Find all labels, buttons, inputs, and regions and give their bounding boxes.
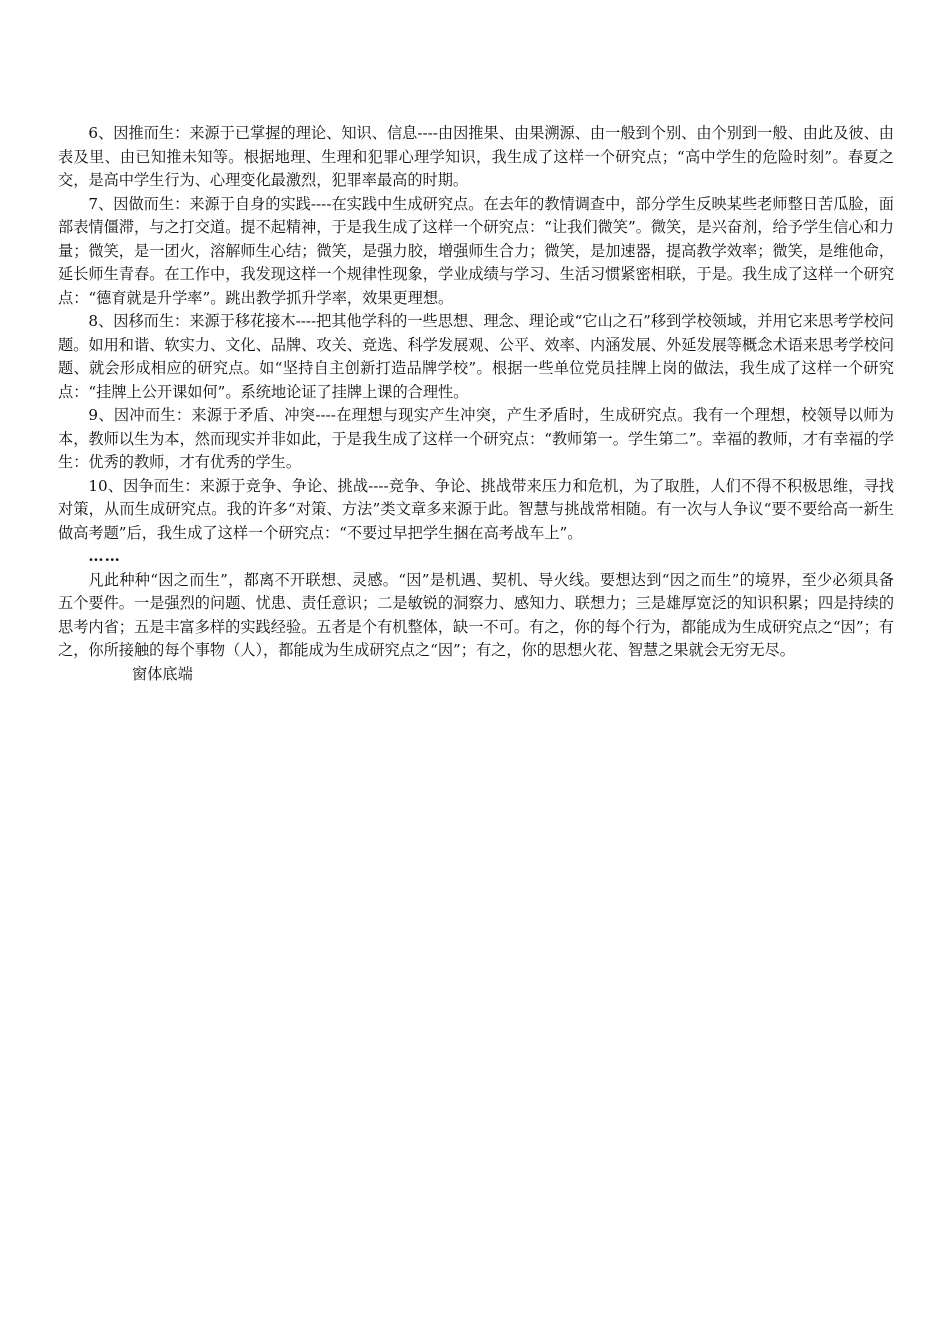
paragraph-transfer: 8、因移而生：来源于移花接木----把其他学科的一些思想、理念、理论或“它山之石”移到学校领域，并用它来思考学校问题。如用和谐、软实力、文化、品牌、攻关、竞选、科学发展观、公平、效率、内涵发展、外延发展等概念术语来思考学校问题、就会形成相应的研究点。如“坚持自主创新打造品牌学校”。根据一些单位党员挂牌上岗的做法，我生成了这样一个研究点：“挂牌上公开课如何”。系统地论证了挂牌上课的合理性。 [58, 312, 894, 401]
paragraph-conflict: 9、因冲而生：来源于矛盾、冲突----在理想与现实产生冲突，产生矛盾时，生成研究点。我有一个理想，校领导以师为本，教师以生为本，然而现实并非如此，于是我生成了这样一个研究点：“教师第一。学生第二”。幸福的教师，才有幸福的学生：优秀的教师，才有优秀的学生。 [58, 406, 894, 471]
ellipsis-separator: …… [88, 547, 121, 565]
paragraph-conclusion: 凡此种种“因之而生”，都离不开联想、灵感。“因”是机遇、契机、导火线。要想达到“因之而生”的境界，至少必须具备五个要件。一是强烈的问题、忧患、责任意识；二是敏锐的洞察力、感知力、联想力；三是雄厚宽泛的知识积累；四是持续的思考内省；五是丰富多样的实践经验。五者是个有机整体，缺一不可。有之，你的每个行为，都能成为生成研究点之“因”；有之，你所接触的每个事物（人），都能成为生成研究点之“因”；有之，你的思想火花、智慧之果就会无穷无尽。 [58, 570, 894, 659]
paragraph-infer: 6、因推而生：来源于已掌握的理论、知识、信息----由因推果、由果溯源、由一般到个别、由个别到一般、由此及彼、由表及里、由已知推未知等。根据地理、生理和犯罪心理学知识，我生成了这样一个研究点；“高中学生的危险时刻”。春夏之交，是高中学生行为、心理变化最激烈，犯罪率最高的时期。 [58, 124, 894, 189]
paragraph-practice: 7、因做而生：来源于自身的实践----在实践中生成研究点。在去年的教情调查中，部分学生反映某些老师整日苦瓜脸，面部表情僵滞，与之打交道。提不起精神，于是我生成了这样一个研究点：“让我们微笑”。微笑，是兴奋剂，给予学生信心和力量；微笑，是一团火，溶解师生心结；微笑，是强力胶，增强师生合力；微笑，是加速器，提高教学效率；微笑，是维他命，延长师生青春。在工作中，我发现这样一个规律性现象，学业成绩与学习、生活习惯紧密相联，于是。我生成了这样一个研究点：“德育就是升学率”。跳出教学抓升学率，效果更理想。 [58, 194, 894, 307]
paragraph-competition: 10、因争而生：来源于竞争、争论、挑战----竞争、争论、挑战带来压力和危机，为了取胜，人们不得不积极思维，寻找对策，从而生成研究点。我的许多“对策、方法”类文章多来源于此。智慧与挑战常相随。有一次与人争议“要不要给高一新生做高考题”后，我生成了这样一个研究点：“不要过早把学生捆在高考战车上”。 [58, 476, 894, 542]
form-bottom-note: 窗体底端 [132, 664, 193, 683]
document-body [58, 122, 894, 686]
